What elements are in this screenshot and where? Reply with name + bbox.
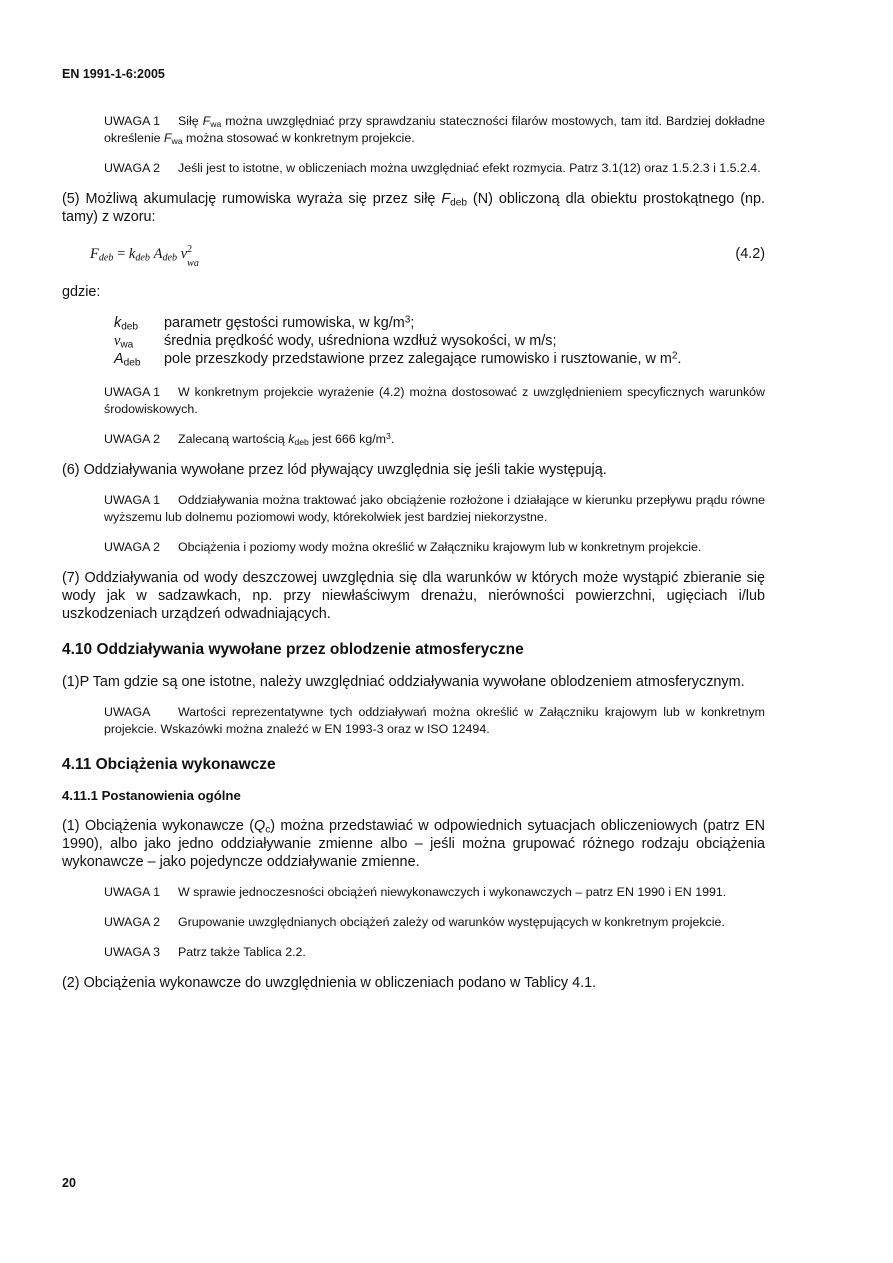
- paragraph-text: (N) obliczoną dla obiektu prostokątnego (np. tamy) z wzoru:: [62, 191, 765, 225]
- symbol: F: [202, 114, 211, 128]
- note-text: Jeśli jest to istotne, w obliczeniach można uwzględniać efekt rozmycia. Patrz 3.1(12) oraz 1.5.2.3 i 1.5.2.4.: [178, 161, 761, 175]
- note-grouping: [104, 914, 765, 931]
- note-text: Grupowanie uwzględnianych obciążeń zależy od warunków występujących w konkretnym projekcie.: [178, 915, 725, 929]
- formula-symbol: v: [180, 246, 188, 262]
- note-label: UWAGA 2: [104, 915, 160, 929]
- note-label: UWAGA 2: [104, 161, 160, 175]
- subscript: wa: [210, 119, 222, 130]
- note-text: Patrz także Tablica 2.2.: [178, 945, 306, 959]
- note-label: UWAGA 1: [104, 385, 160, 399]
- formula-equals: =: [113, 246, 129, 262]
- definition-row: [114, 332, 765, 350]
- note-text: Oddziaływania można traktować jako obciążenie rozłożone i działające w kierunku przepływu prądu równe wyższemu lub dolnemu poziomowi wody, którekolwiek jest bardziej niekorzystne.: [104, 493, 765, 524]
- paragraph-6: (6) Oddziaływania wywołane przez lód pływający uwzględnia się jeśli takie występują.: [62, 462, 607, 478]
- formula-subscript: deb: [135, 252, 150, 264]
- note-text: Siłę: [178, 114, 203, 128]
- note-ice-load: [104, 492, 765, 526]
- formula-subscript: deb: [98, 252, 114, 264]
- note-text: można uwzględniać przy sprawdzaniu stateczności filarów mostowych, tam itd. Bardziej dokładne określenie: [104, 114, 765, 145]
- paragraph-4-11-2: (2) Obciążenia wykonawcze do uwzględnienia w obliczeniach podano w Tablicy 4.1.: [62, 975, 597, 991]
- formula-symbol: A: [153, 246, 163, 262]
- page-number: 20: [62, 1176, 76, 1190]
- note-text: W konkretnym projekcie wyrażenie (4.2) można dostosować z uwzględnieniem specyficznych warunków środowiskowych.: [104, 385, 765, 416]
- formula-symbol: F: [90, 246, 99, 262]
- paragraph-text: (5) Możliwą akumulację rumowiska wyraża się przez siłę: [62, 191, 442, 207]
- note-formula-adjust: [104, 384, 765, 418]
- subscript: c: [265, 824, 271, 836]
- note-simultaneity: [104, 884, 765, 901]
- page-content: [62, 113, 765, 1005]
- note-label: UWAGA 1: [104, 114, 160, 128]
- paragraph-text: (1) Obciążenia wykonawcze (: [62, 818, 255, 834]
- definition-row: [114, 314, 765, 332]
- note-water-levels: [104, 539, 765, 556]
- where-label: gdzie:: [62, 284, 101, 300]
- paragraph-4-11-1: [62, 817, 765, 871]
- subscript: deb: [450, 197, 467, 209]
- paragraph-4-10-1: (1)P Tam gdzie są one istotne, należy uwzględniać oddziaływania wywołane oblodzeniem atmosferycznym.: [62, 674, 745, 690]
- note-see-table: [104, 944, 765, 961]
- note-atmospheric-icing: [104, 704, 765, 738]
- note-label: UWAGA 1: [104, 885, 160, 899]
- definition-text: parametr gęstości rumowiska, w $kg/m^3$;: [164, 314, 415, 331]
- formula-subscript: deb: [162, 252, 178, 264]
- paragraph-5: [62, 190, 765, 226]
- subscript: wa: [171, 136, 183, 147]
- definition-text: pole przeszkody przedstawione przez zalegające rumowisko i rusztowanie, w $m^2$.: [164, 350, 682, 367]
- formula-symbol: k: [128, 246, 136, 262]
- note-text: .: [390, 432, 395, 446]
- note-label: UWAGA 2: [104, 432, 160, 446]
- formula-expression: $F_{deb} = k_{deb}$ $A_{deb}$ v 2 wa: [90, 244, 199, 269]
- paragraph-7: (7) Oddziaływania od wody deszczowej uwzględnia się dla warunków w których może wystąpić zbieranie się wody jak w sadzawkach, np. przy niewłaściwym drenażu, nierówności powierzchni, ugięciach i/lub uszkodzeniach urządzeń odwadniających.: [62, 570, 765, 622]
- note-text: Wartości reprezentatywne tych oddziaływań można określić w Załączniku krajowym lub w konkretnym projekcie. Wskazówki można znaleźć w EN 1993-3 oraz w ISO 12494.: [104, 705, 765, 736]
- definition-symbol: $A_{deb}$: [114, 351, 141, 369]
- document-header: EN 1991-1-6:2005: [62, 67, 165, 81]
- symbol: F: [441, 191, 451, 207]
- note-text: Obciążenia i poziomy wody można określić w Załączniku krajowym lub w konkretnym projekcie.: [178, 540, 702, 554]
- note-scour: [104, 160, 765, 177]
- symbol: Q: [254, 818, 266, 834]
- symbol: k: [288, 432, 295, 446]
- note-text: W sprawie jednoczesności obciążeń niewykonawczych i wykonawczych – patrz EN 1990 i EN 1991.: [178, 885, 727, 899]
- note-fwa: [104, 113, 765, 147]
- note-label: UWAGA 2: [104, 540, 160, 554]
- note-label: UWAGA 3: [104, 945, 160, 959]
- subsection-heading-4-11-1: 4.11.1 Postanowienia ogólne: [62, 788, 241, 803]
- note-text: jest 666 kg/m: [308, 432, 386, 446]
- paragraph-text: ) można przedstawiać w odpowiednich sytuacjach obliczeniowych (patrz EN 1990), albo jako jedno oddziaływanie zmienne albo – jeśli można grupować różnego rodzaju obciążenia wykonawcze – jako pojedyncze oddziaływanie zmienne.: [62, 818, 766, 870]
- note-text: Zalecaną wartością: [178, 432, 289, 446]
- definition-row: [114, 350, 765, 368]
- subscript: deb: [294, 437, 309, 448]
- section-heading-4-11: 4.11 Obciążenia wykonawcze: [62, 756, 276, 773]
- definition-text: średnia prędkość wody, uśredniona wzdłuż wysokości, w m/s;: [164, 333, 557, 349]
- note-label: UWAGA: [104, 705, 151, 719]
- definition-symbol: $v_{wa}$: [114, 333, 134, 351]
- note-kdeb-value: [104, 431, 765, 448]
- symbol: F: [163, 131, 172, 145]
- note-label: UWAGA 1: [104, 493, 160, 507]
- superscript: 3: [386, 431, 391, 442]
- section-heading-4-10: 4.10 Oddziaływania wywołane przez oblodzenie atmosferyczne: [62, 641, 524, 658]
- formula-number: (4.2): [735, 246, 765, 262]
- definition-symbol: $k_{deb}$: [114, 315, 139, 333]
- note-text: można stosować w konkretnym projekcie.: [182, 131, 415, 145]
- definitions-list: [114, 314, 765, 368]
- formula-4-2: [62, 246, 765, 272]
